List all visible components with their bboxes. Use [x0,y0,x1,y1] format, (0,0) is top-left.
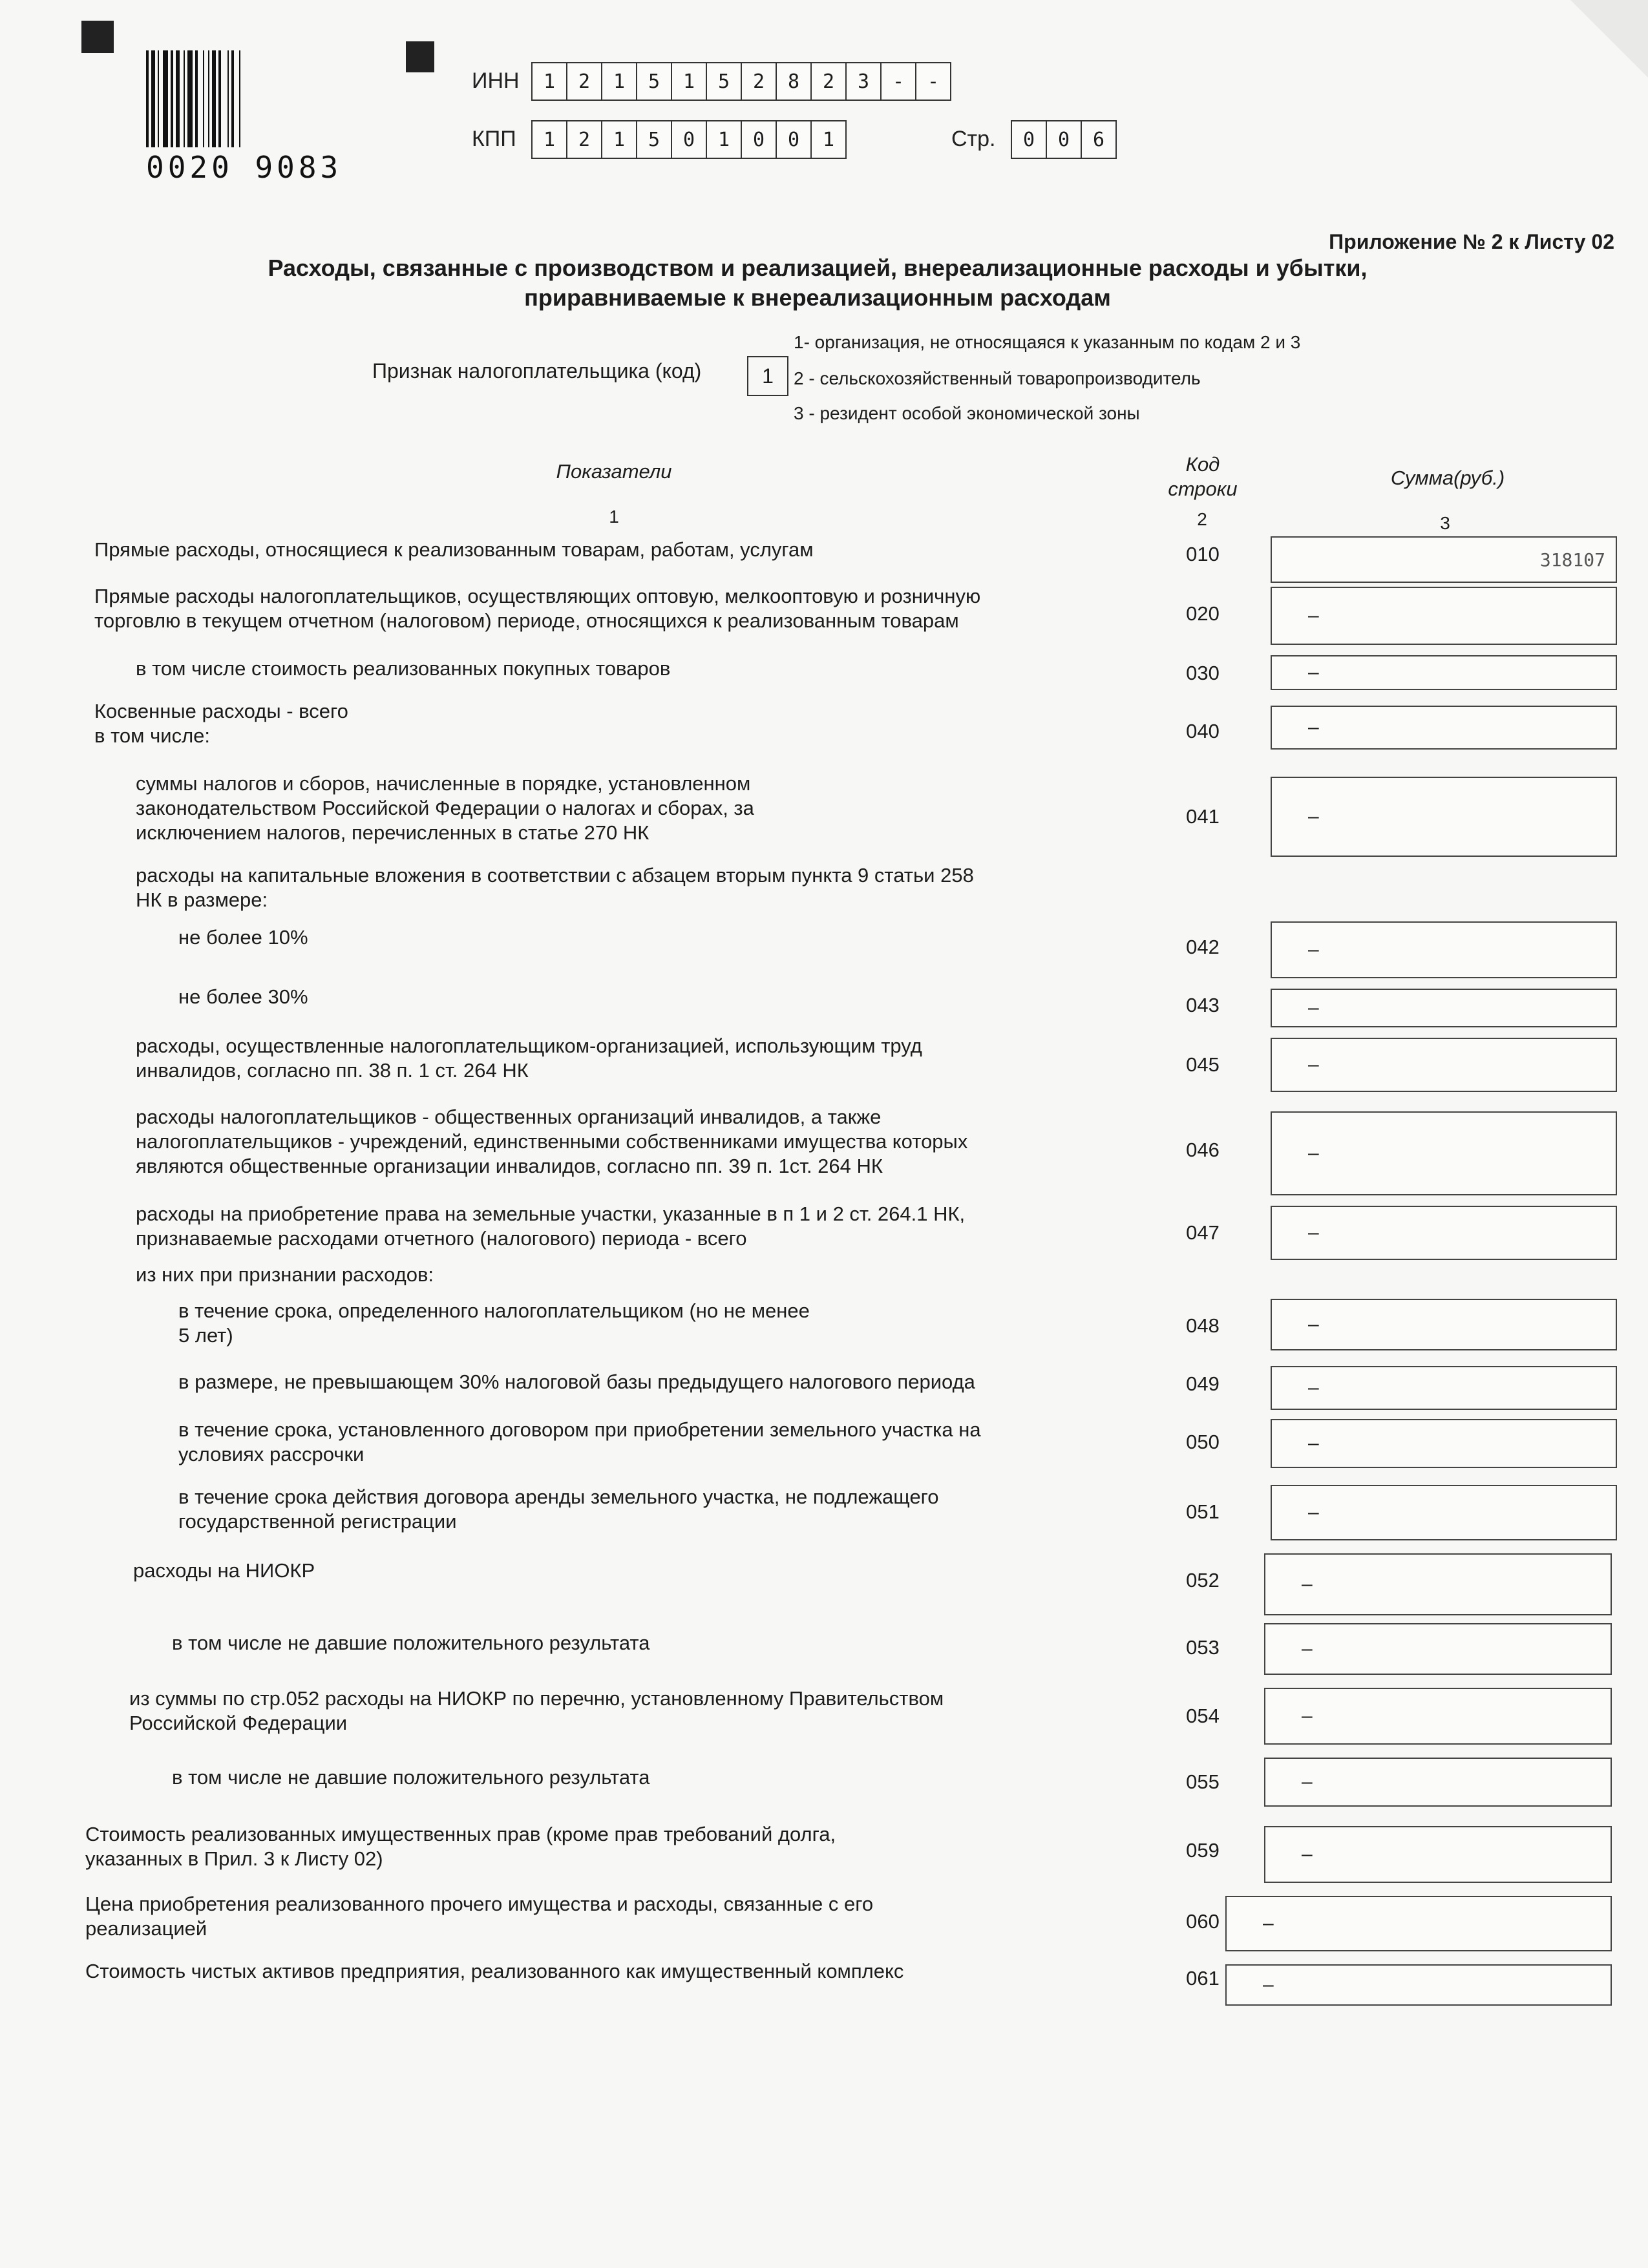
row-sum-field[interactable]: – [1271,1485,1617,1540]
row-code: 047 [1186,1221,1220,1244]
row-code: 059 [1186,1839,1220,1862]
row-label-line: в размере, не превышающем 30% налоговой базы предыдущего налогового периода [178,1370,975,1393]
row-label [178,1485,939,1534]
column-header-sum: Сумма(руб.) [1390,467,1505,489]
row-label [85,1822,836,1871]
row-label-line: в течение срока действия договора аренды земельного участка, не подлежащего [178,1486,939,1508]
row-code: 055 [1186,1770,1220,1793]
row-code: 049 [1186,1372,1220,1395]
row-label [129,1686,944,1736]
row-label [172,1631,650,1655]
row-code: 054 [1186,1705,1220,1727]
inn-digit-cell[interactable]: - [880,62,916,101]
row-label-line: из них при признании расходов: [136,1263,434,1286]
row-label [94,699,348,748]
row-label-line: исключением налогов, перечисленных в статье 270 НК [136,821,650,844]
row-label-line: Цена приобретения реализованного прочего имущества и расходы, связанные с его [85,1893,874,1915]
row-code: 010 [1186,543,1220,565]
row-sum-field[interactable]: – [1264,1758,1612,1807]
taxpayer-sign-option-1: 1- организация, не относящаяся к указанным по кодам 2 и 3 [794,332,1301,352]
row-label [136,656,670,681]
row-label [178,1418,981,1467]
row-label [133,1559,315,1583]
row-sum-field[interactable]: – [1225,1896,1612,1951]
row-label-line: в том числе: [94,724,211,747]
row-label [94,538,814,562]
page-digit-cell[interactable]: 0 [1011,120,1047,159]
row-label [178,1370,975,1394]
row-label-line: Косвенные расходы - всего [94,700,348,722]
column-number-3: 3 [1440,513,1450,533]
kpp-label: КПП [472,127,516,151]
row-sum-field[interactable]: – [1264,1826,1612,1883]
row-sum-field[interactable]: – [1271,1038,1617,1092]
row-label-line: Прямые расходы налогоплательщиков, осуществляющих оптовую, мелкооптовую и розничную [94,585,981,607]
page-number-cells [1011,120,1115,159]
row-sum-field[interactable]: – [1271,1206,1617,1260]
row-code: 042 [1186,936,1220,958]
kpp-digit-cell[interactable]: 0 [671,120,707,159]
row-code: 043 [1186,994,1220,1016]
kpp-digit-cell[interactable]: 0 [776,120,812,159]
inn-digit-cell[interactable]: 5 [706,62,742,101]
barcode [146,50,379,165]
kpp-digit-cell[interactable]: 2 [566,120,602,159]
row-label-line: не более 10% [178,926,308,949]
inn-digit-cell[interactable]: 1 [601,62,637,101]
row-code: 051 [1186,1500,1220,1523]
row-code: 052 [1186,1569,1220,1591]
row-label-line: в течение срока, определенного налогоплательщиком (но не менее [178,1299,810,1322]
registration-marker-right [406,41,434,72]
row-label [136,1263,434,1287]
kpp-digit-cell[interactable]: 5 [636,120,672,159]
row-label-line: не более 30% [178,985,308,1008]
row-label [136,772,754,845]
row-sum-field[interactable]: – [1264,1688,1612,1745]
row-code: 060 [1186,1910,1220,1933]
row-label-line: в том числе не давшие положительного результата [172,1766,650,1789]
row-label [136,863,974,912]
row-label-line: из суммы по стр.052 расходы на НИОКР по перечню, установленному Правительством [129,1687,944,1710]
inn-digit-cell[interactable]: 8 [776,62,812,101]
column-number-2: 2 [1197,509,1207,529]
page-label: Стр. [951,127,996,151]
row-label-line: расходы на приобретение права на земельные участки, указанные в п 1 и 2 ст. 264.1 НК, [136,1202,966,1225]
taxpayer-sign-option-3: 3 - резидент особой экономической зоны [794,403,1140,423]
inn-digit-cell[interactable]: 1 [531,62,567,101]
row-label-line: реализацией [85,1917,207,1940]
row-code: 050 [1186,1431,1220,1453]
row-sum-field[interactable]: 318107 [1271,536,1617,583]
row-label-line: Прямые расходы, относящиеся к реализованным товарам, работам, услугам [94,538,814,561]
row-label-line: законодательством Российской Федерации о налогах и сборах, за [136,797,754,819]
taxpayer-sign-label: Признак налогоплательщика (код) [372,359,702,383]
kpp-cells [531,120,845,159]
row-label-line: расходы, осуществленные налогоплательщиком-организацией, использующим труд [136,1034,922,1057]
row-sum-field[interactable]: – [1271,989,1617,1027]
inn-digit-cell[interactable]: 2 [810,62,847,101]
row-label [136,1034,922,1083]
row-code: 020 [1186,602,1220,625]
inn-digit-cell[interactable]: - [915,62,951,101]
title-line-2: приравниваемые к внереализационным расходам [524,284,1111,311]
row-label-line: указанных в Прил. 3 к Листу 02) [85,1847,383,1870]
row-label-line: суммы налогов и сборов, начисленные в порядке, установленном [136,772,751,795]
page-corner [1570,0,1648,78]
taxpayer-sign-option-2: 2 - сельскохозяйственный товаропроизводитель [794,368,1201,388]
row-code: 048 [1186,1314,1220,1337]
row-code: 041 [1186,805,1220,828]
row-label [178,925,308,950]
row-sum-field[interactable]: – [1271,1419,1617,1468]
row-sum-field[interactable]: – [1271,921,1617,978]
column-header-indicators: Показатели [556,460,672,483]
column-header-code-line-2: строки [1168,478,1238,500]
row-code: 040 [1186,720,1220,742]
row-label [94,584,980,633]
row-label-line: Стоимость чистых активов предприятия, реализованного как имущественный комплекс [85,1960,904,1982]
row-code: 045 [1186,1053,1220,1076]
row-label-line: являются общественные организации инвалидов, согласно пп. 39 п. 1ст. 264 НК [136,1155,883,1177]
taxpayer-sign-field[interactable]: 1 [747,356,788,396]
row-code: 030 [1186,662,1220,684]
inn-cells [531,62,950,101]
title-line-1: Расходы, связанные с производством и реализацией, внереализационные расходы и убытки, [268,255,1368,281]
inn-digit-cell[interactable]: 2 [566,62,602,101]
kpp-digit-cell[interactable]: 0 [741,120,777,159]
column-header-code [1154,452,1251,501]
inn-digit-cell[interactable]: 5 [636,62,672,101]
inn-label: ИНН [472,68,520,93]
row-label-line: налогоплательщиков - учреждений, единственными собственниками имущества которых [136,1130,968,1153]
inn-digit-cell[interactable]: 2 [741,62,777,101]
kpp-digit-cell[interactable]: 1 [810,120,847,159]
row-sum-field[interactable]: – [1271,1366,1617,1410]
row-label-line: в течение срока, установленного договором при приобретении земельного участка на [178,1418,981,1441]
kpp-digit-cell[interactable]: 1 [531,120,567,159]
row-label [85,1892,873,1941]
row-sum-field[interactable]: – [1271,1111,1617,1195]
row-sum-field[interactable]: – [1271,1299,1617,1350]
kpp-digit-cell[interactable]: 1 [706,120,742,159]
column-number-1: 1 [609,507,619,527]
row-sum-field[interactable]: – [1271,655,1617,690]
kpp-digit-cell[interactable]: 1 [601,120,637,159]
row-label-line: государственной регистрации [178,1510,457,1533]
row-label [178,985,308,1009]
row-sum-field[interactable]: – [1271,777,1617,857]
inn-digit-cell[interactable]: 3 [845,62,882,101]
row-label-line: в том числе стоимость реализованных покупных товаров [136,657,671,680]
row-label-line: расходы на капитальные вложения в соответствии с абзацем вторым пункта 9 статьи 258 [136,864,974,887]
row-sum-field[interactable]: – [1271,587,1617,645]
page-digit-cell[interactable]: 6 [1081,120,1117,159]
column-header-code-line-1: Код [1185,453,1220,476]
row-label [136,1202,965,1251]
row-label-line: в том числе не давшие положительного результата [172,1632,650,1654]
row-label-line: Стоимость реализованных имущественных прав (кроме прав требований долга, [85,1823,836,1845]
row-label-line: расходы налогоплательщиков - общественных организаций инвалидов, а также [136,1106,882,1128]
row-label [172,1765,650,1790]
row-label-line: расходы на НИОКР [133,1559,315,1582]
row-label-line: Российской Федерации [129,1712,348,1734]
row-label-line: признаваемые расходами отчетного (налогового) периода - всего [136,1227,747,1250]
appendix-label: Приложение № 2 к Листу 02 [1329,230,1614,253]
row-label-line: инвалидов, согласно пп. 38 п. 1 ст. 264 НК [136,1059,529,1082]
row-code: 061 [1186,1967,1220,1990]
registration-marker-left [81,21,114,53]
row-sum-field[interactable]: – [1271,706,1617,750]
row-sum-field[interactable]: – [1264,1553,1612,1615]
form-title [194,253,1441,313]
inn-digit-cell[interactable]: 1 [671,62,707,101]
row-sum-field[interactable]: – [1225,1964,1612,2006]
row-code: 046 [1186,1139,1220,1161]
row-label-line: торговлю в текущем отчетном (налоговом) периоде, относящихся к реализованным товарам [94,609,959,632]
row-label [178,1299,810,1348]
row-label-line: НК в размере: [136,888,268,911]
page-digit-cell[interactable]: 0 [1046,120,1082,159]
row-sum-field[interactable]: – [1264,1623,1612,1675]
row-code: 053 [1186,1636,1220,1659]
row-label-line: условиях рассрочки [178,1443,364,1465]
barcode-number: 0020 9083 [146,150,343,185]
row-label [85,1959,903,1984]
row-label [136,1105,967,1179]
row-label-line: 5 лет) [178,1324,233,1347]
